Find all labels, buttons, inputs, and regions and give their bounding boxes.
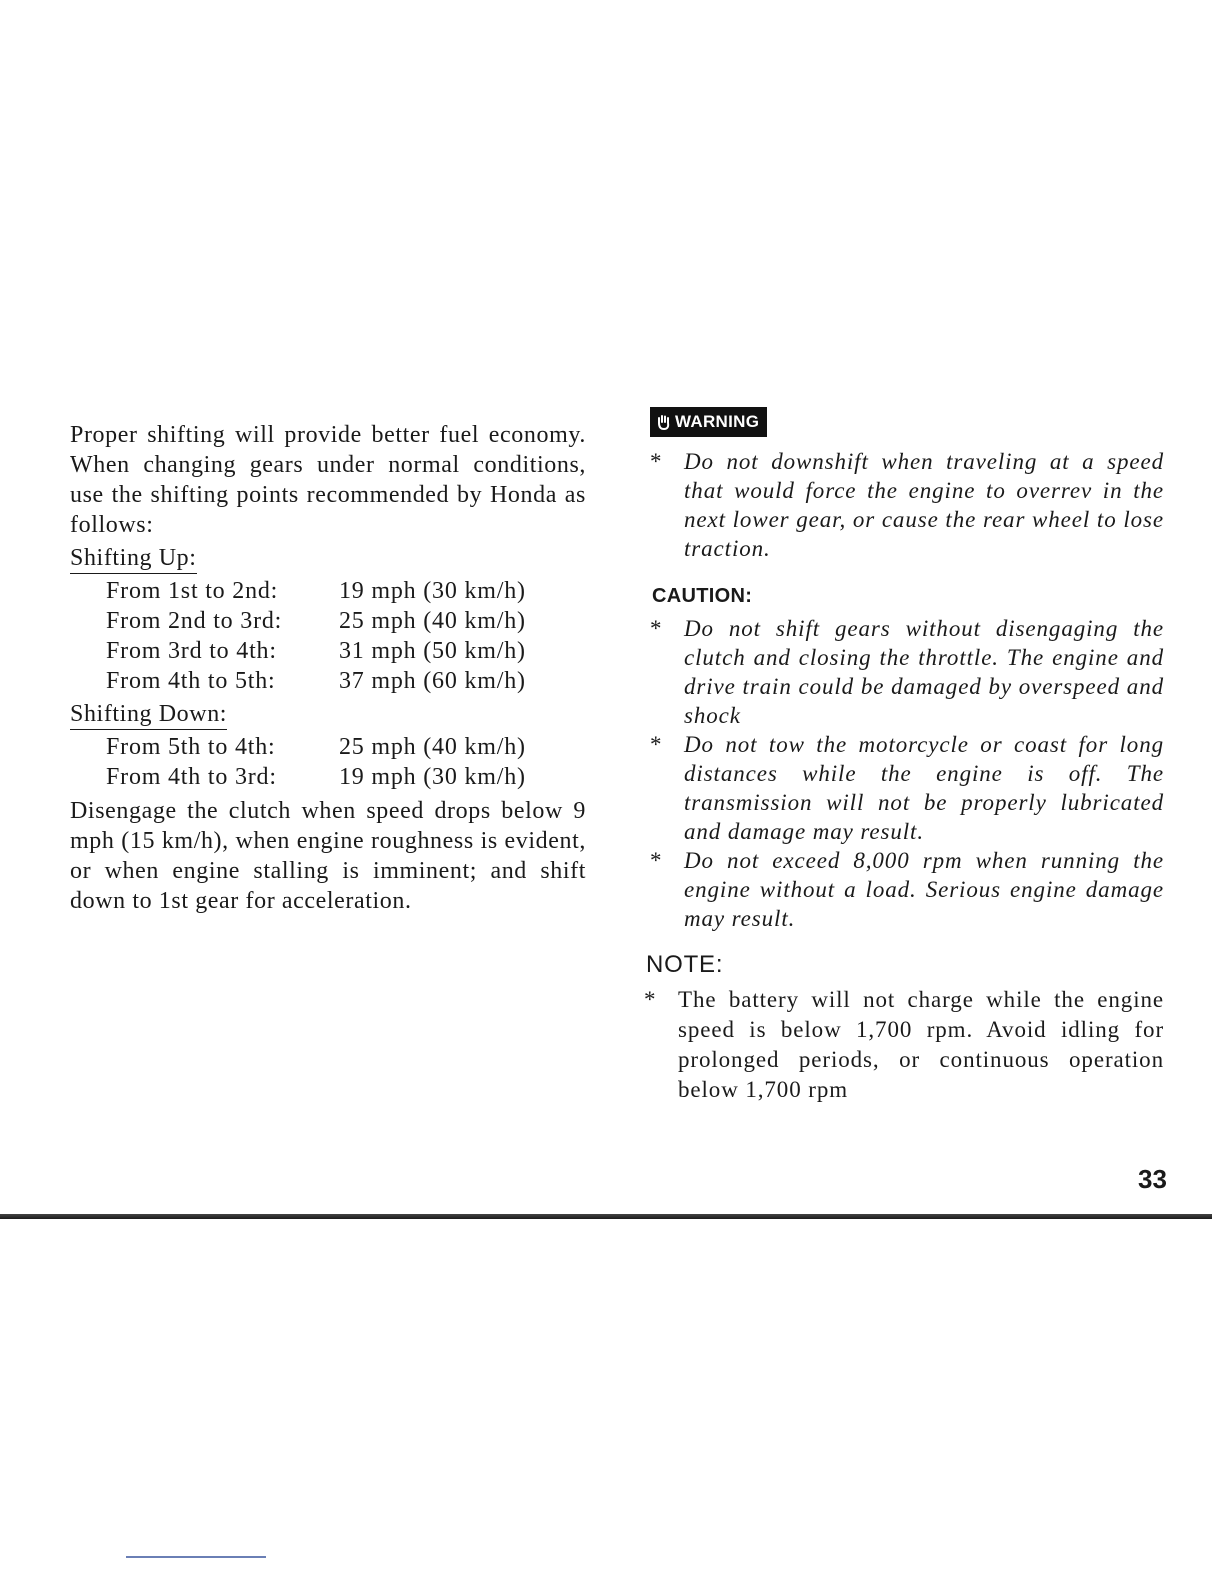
warning-badge [650, 407, 767, 437]
shift-speed: 19 mph (30 km/h) [339, 764, 526, 790]
caution-item: * Do not exceed 8,000 rpm when running the engine without a load. Serious engine damage may result. [650, 848, 1164, 931]
bullet-star: * [650, 449, 663, 474]
shift-speed: 19 mph (30 km/h) [339, 578, 526, 604]
shift-row [106, 732, 586, 762]
bullet-star: * [644, 987, 657, 1012]
shift-from: From 4th to 3rd: [106, 764, 277, 790]
bullet-star: * [650, 732, 663, 757]
note-label: NOTE: [646, 951, 724, 978]
shifting-down-heading: Shifting Down: [70, 699, 227, 730]
shifting-down-table [106, 732, 586, 792]
warning-item: * Do not downshift when traveling at a speed that would force the engine to overrev in the next lower gear, or cause the rear wheel to lose traction. [650, 449, 1164, 561]
shift-speed: 25 mph (40 km/h) [339, 734, 526, 760]
bullet-star: * [650, 848, 663, 873]
page-number: 33 [1138, 1164, 1167, 1194]
shift-row [106, 606, 586, 636]
closing-paragraph: Disengage the clutch when speed drops below 9 mph (15 km/h), when engine roughness is evident, or when engine stalling is imminent; and shift down to 1st gear for acceleration. [70, 798, 586, 914]
shift-from: From 3rd to 4th: [106, 638, 277, 664]
shift-speed: 25 mph (40 km/h) [339, 608, 526, 634]
right-column [644, 407, 1164, 1105]
shift-speed: 37 mph (60 km/h) [339, 668, 526, 694]
shift-speed: 31 mph (50 km/h) [339, 638, 526, 664]
warning-hand-icon [656, 414, 672, 430]
caution-item: * Do not shift gears without disengaging the clutch and closing the throttle. The engine and drive train could be damaged by overspeed and shock [650, 616, 1164, 728]
shift-row [106, 762, 586, 792]
shifting-up-table [106, 576, 586, 696]
intro-paragraph: Proper shifting will provide better fuel economy. When changing gears under normal conditions, use the shifting points recommended by Honda as follows: [70, 422, 586, 538]
shift-row [106, 576, 586, 606]
note-item: * The battery will not charge while the engine speed is below 1,700 rpm. Avoid idling for prolonged periods, or continuous operation below 1,700 rpm [644, 985, 1164, 1105]
shift-from: From 5th to 4th: [106, 734, 276, 760]
warning-label: WARNING [675, 412, 760, 431]
caution-item: * Do not tow the motorcycle or coast for long distances while the engine is off. The transmission will not be properly lubricated and damage may result. [650, 732, 1164, 844]
footer-rule [126, 1556, 266, 1558]
caution-label: CAUTION: [652, 585, 753, 607]
shift-from: From 4th to 5th: [106, 668, 276, 694]
shift-row [106, 636, 586, 666]
left-column [70, 420, 586, 916]
shifting-up-heading: Shifting Up: [70, 543, 197, 574]
bullet-star: * [650, 616, 663, 641]
bottom-rule [0, 1214, 1212, 1219]
shift-from: From 1st to 2nd: [106, 578, 279, 604]
shift-from: From 2nd to 3rd: [106, 608, 283, 634]
shift-row [106, 666, 586, 696]
